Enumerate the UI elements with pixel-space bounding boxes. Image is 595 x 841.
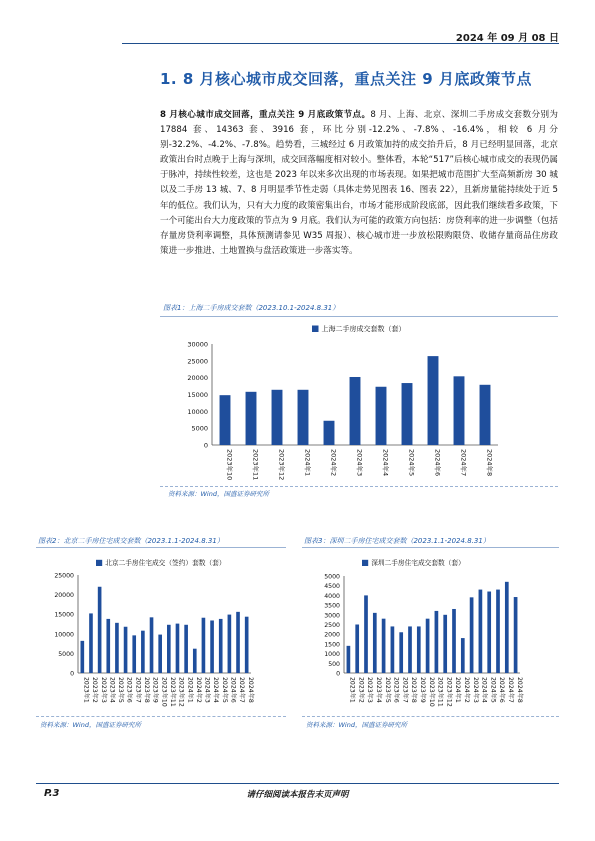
- figure2-bar: [245, 617, 249, 673]
- section-title: 1. 8 月核心城市成交回落，重点关注 9 月底政策节点: [160, 70, 532, 88]
- figure1-legend-swatch: [312, 326, 319, 333]
- figure2-bar: [115, 623, 119, 673]
- figure1-top-rule: [160, 316, 558, 317]
- figure2-xtick-label: 2024年1: [186, 677, 194, 703]
- figure2-xtick-label: 2023年7: [134, 677, 142, 703]
- figure1-bar: [350, 377, 361, 445]
- figure1-title: 图表1：上海二手房成交套数（2023.10.1-2024.8.31）: [163, 304, 340, 312]
- figure2-xtick-label: 2024年2: [194, 677, 202, 703]
- figure1-source: 资料来源：Wind，国盛证券研究所: [168, 490, 269, 498]
- figure1-xtick-label: 2023年11: [251, 449, 260, 481]
- figure1-bar: [246, 392, 257, 445]
- figure2-bottom-rule: [36, 716, 286, 717]
- figure3-bar: [470, 597, 474, 673]
- figure1-bottom-rule: [160, 486, 558, 487]
- paragraph-text: 8 月、上海、北京、深圳二手房成交套数分别为 17884 套、14363 套、3916 套，环比分别-12.2%、-7.8%、-16.4%，相较 6 月分别-32.2%、-4.2%、-7.8%。趋势看，三城经过 6 月政策加持的成交抬升后，8 月已经明显回落，北京政策出台时点晚于上海与深圳，成交回落幅度相对较小。整体看，本轮“517”后核心城市成交的表现仍属于脉冲，持续性较差，这也是 2023 年以来多次出现的市场表现。如果把城市范围扩大至高频新房 30 城以及二手房 13 城、7、8 月明显季节性走弱（具体走势见图表 16、图表 22），且新房量能持续处于近 5 年的低位。我们认为，只有大力度的政策密集出台，市场才能形成阶段底部，因此我们继续看多政策，下一个可能出台大力度政策的节点为 9 月底。我们认为可能的政策方向包括：房贷利率的进一步调整（包括存量房贷利率调整，具体预测请参见 W35 周报）、核心城市进一步放松限购限贷、收储存量商品住房政策进一步推进、土地置换与盘活政策进一步落实等。: [160, 110, 559, 256]
- figure1-xtick-label: 2023年10: [225, 449, 234, 481]
- figure3-bar: [505, 582, 509, 673]
- figure1-ytick-label: 20000: [187, 374, 208, 383]
- figure2-xtick-label: 2024年7: [238, 677, 246, 703]
- figure3-xtick-label: 2023年11: [436, 677, 444, 707]
- figure2-xtick-label: 2023年10: [160, 677, 168, 707]
- figure3-xtick-label: 2023年6: [392, 677, 400, 703]
- figure3-bar: [461, 638, 465, 673]
- figure3-xtick-label: 2024年3: [471, 677, 479, 703]
- figure2-bar: [132, 635, 136, 673]
- footer-disclaimer: 请仔细阅读本报告末页声明: [246, 790, 349, 800]
- figure2-bar: [176, 624, 180, 673]
- figure1-ytick-label: 30000: [187, 340, 208, 349]
- figure3-source: 资料来源：Wind，国盛证券研究所: [306, 721, 407, 729]
- figure2-legend-label: 北京二手房住宅成交（签约）套数（套）: [105, 559, 226, 567]
- figure3-bar: [514, 597, 518, 673]
- figure3-bar: [399, 632, 403, 673]
- figure2-bar: [81, 641, 85, 673]
- figure2-xtick-label: 2023年2: [91, 677, 99, 703]
- figure2-xtick-label: 2023年5: [117, 677, 125, 703]
- figure2-xtick-label: 2024年6: [229, 677, 237, 703]
- figure3-legend-label: 深圳二手房住宅成交套数（套）: [371, 559, 465, 567]
- figure1-ytick-label: 0: [203, 441, 208, 450]
- figure3-xtick-label: 2023年7: [401, 677, 409, 703]
- figure1-xtick-label: 2024年7: [459, 449, 468, 477]
- figure3-xtick-label: 2024年6: [498, 677, 506, 703]
- figure1-bar: [324, 421, 335, 445]
- figure3-bar: [347, 646, 351, 673]
- figure2-ytick-label: 25000: [54, 572, 74, 580]
- figure2-xtick-label: 2023年9: [151, 677, 159, 703]
- figure3-xtick-label: 2024年8: [515, 677, 523, 703]
- figure2-bar: [124, 627, 128, 673]
- figure3-xtick-label: 2024年2: [462, 677, 470, 703]
- figure2-bar: [202, 618, 206, 673]
- body-paragraph: [160, 108, 558, 259]
- figure3-bar: [391, 626, 395, 673]
- figure3-xtick-label: 2024年1: [454, 677, 462, 703]
- figure3-xtick-label: 2023年10: [427, 677, 435, 707]
- figure3-legend-swatch: [362, 560, 368, 566]
- figure2-xtick-label: 2024年8: [246, 677, 254, 703]
- figure2-bar: [193, 649, 197, 673]
- figure2-xtick-label: 2024年3: [203, 677, 211, 703]
- paragraph-lead: 8 月核心城市成交回落，重点关注 9 月底政策节点。: [160, 110, 371, 120]
- figure1-xtick-label: 2024年1: [303, 449, 312, 477]
- footer-rule: [36, 783, 559, 784]
- report-date: 2024 年 09 月 08 日: [455, 33, 559, 44]
- figure1-xtick-label: 2024年8: [485, 449, 494, 477]
- figure3-bar: [417, 626, 421, 673]
- figure2-xtick-label: 2023年1: [82, 677, 90, 703]
- figure1-xtick-label: 2024年4: [381, 449, 390, 477]
- figure3-xtick-label: 2023年8: [410, 677, 418, 703]
- figure2-bar: [167, 625, 171, 673]
- figure2-bar: [141, 631, 145, 673]
- figure3-bar: [382, 619, 386, 673]
- figure3-bar: [364, 595, 368, 673]
- figure1-ytick-label: 15000: [187, 391, 208, 399]
- figure2-top-rule: [36, 547, 286, 548]
- figure3-bar: [435, 611, 439, 673]
- figure2-chart: [36, 550, 286, 713]
- figure1-xtick-label: 2023年12: [277, 449, 286, 481]
- figure2-bar: [158, 635, 162, 673]
- figure3-ytick-label: 5000: [324, 573, 340, 581]
- figure3-ytick-label: 500: [328, 660, 340, 668]
- figure2-xtick-label: 2023年4: [108, 677, 116, 703]
- figure3-ytick-label: 1000: [324, 651, 340, 659]
- figure2-xtick-label: 2023年8: [143, 677, 151, 703]
- figure2-title: 图表2：北京二手房住宅成交套数（2023.1.1-2024.8.31）: [38, 537, 224, 545]
- figure1-chart: [160, 318, 558, 488]
- figure3-xtick-label: 2023年1: [348, 677, 356, 703]
- figure2-ytick-label: 20000: [54, 592, 74, 600]
- figure3-xtick-label: 2024年7: [506, 677, 514, 703]
- figure1-bar: [376, 387, 387, 445]
- figure3-xtick-label: 2023年12: [445, 677, 453, 707]
- figure3-bar: [373, 613, 377, 673]
- figure3-xtick-label: 2024年4: [480, 677, 488, 703]
- figure3-bar: [487, 592, 491, 673]
- figure2-bar: [98, 587, 102, 673]
- figure2-xtick-label: 2023年12: [177, 677, 185, 707]
- figure2-xtick-label: 2024年5: [220, 677, 228, 703]
- figure3-bar: [426, 619, 430, 673]
- figure3-xtick-label: 2023年5: [383, 677, 391, 703]
- figure1-ytick-label: 5000: [191, 424, 208, 433]
- figure2-source: 资料来源：Wind，国盛证券研究所: [40, 721, 141, 729]
- figure3-xtick-label: 2023年9: [418, 677, 426, 703]
- figure3-ytick-label: 0: [336, 670, 340, 678]
- figure1-bar: [480, 385, 491, 445]
- figure3-ytick-label: 2500: [324, 622, 340, 629]
- figure2-ytick-label: 0: [70, 670, 74, 678]
- figure3-title: 图表3：深圳二手房住宅成交套数（2023.1.1-2024.8.31）: [304, 537, 490, 545]
- figure3-xtick-label: 2024年5: [489, 677, 497, 703]
- figure2-ytick-label: 15000: [54, 611, 74, 619]
- figure3-bar: [408, 626, 412, 673]
- figure2-bar: [228, 615, 232, 673]
- figure2-bar: [219, 619, 223, 673]
- figure1-bar: [298, 390, 309, 445]
- figure2-xtick-label: 2024年4: [212, 677, 220, 703]
- figure3-bar: [452, 609, 456, 673]
- figure2-xtick-label: 2023年6: [125, 677, 133, 703]
- figure3-bar: [355, 625, 359, 674]
- figure1-ytick-label: 10000: [187, 407, 208, 416]
- figure1-bar: [402, 383, 413, 445]
- figure2-ytick-label: 10000: [54, 631, 74, 639]
- figure3-bar: [496, 590, 500, 673]
- figure3-bar: [443, 615, 447, 673]
- figure1-legend-label: 上海二手房成交套数（套）: [321, 325, 406, 333]
- figure1-xtick-label: 2024年3: [355, 449, 364, 477]
- figure3-bar: [479, 590, 483, 673]
- page-number: P.3: [44, 788, 60, 799]
- figure3-ytick-label: 4500: [324, 583, 340, 591]
- figure2-xtick-label: 2023年3: [99, 677, 107, 703]
- figure1-bar: [428, 356, 439, 445]
- figure1-bar: [454, 376, 465, 445]
- figure3-xtick-label: 2023年3: [366, 677, 374, 703]
- figure2-bar: [150, 617, 154, 673]
- figure3-bottom-rule: [302, 716, 559, 717]
- figure2-bar: [210, 620, 214, 673]
- figure3-xtick-label: 2023年4: [374, 677, 382, 703]
- figure3-ytick-label: 1500: [324, 641, 340, 649]
- figure2-legend-swatch: [96, 560, 102, 566]
- figure3-ytick-label: 2000: [324, 631, 340, 639]
- figure3-ytick-label: 4000: [324, 592, 340, 600]
- figure2-bar: [106, 619, 110, 673]
- figure3-chart: [302, 550, 559, 713]
- figure2-bar: [89, 613, 93, 673]
- figure1-xtick-label: 2024年6: [433, 449, 442, 477]
- figure2-bar: [236, 612, 240, 673]
- figure1-bar: [220, 395, 231, 445]
- figure3-xtick-label: 2023年2: [357, 677, 365, 703]
- figure3-ytick-label: 3500: [324, 602, 340, 610]
- figure1-bar: [272, 390, 283, 445]
- figure2-bar: [184, 625, 188, 673]
- figure2-xtick-label: 2023年11: [168, 677, 176, 707]
- figure1-ytick-label: 25000: [187, 357, 208, 366]
- figure1-xtick-label: 2024年2: [329, 449, 338, 477]
- figure3-top-rule: [302, 547, 559, 548]
- figure2-ytick-label: 5000: [58, 650, 74, 658]
- header-rule: [122, 43, 559, 44]
- figure3-ytick-label: 3000: [324, 612, 340, 620]
- figure1-xtick-label: 2024年5: [407, 449, 416, 477]
